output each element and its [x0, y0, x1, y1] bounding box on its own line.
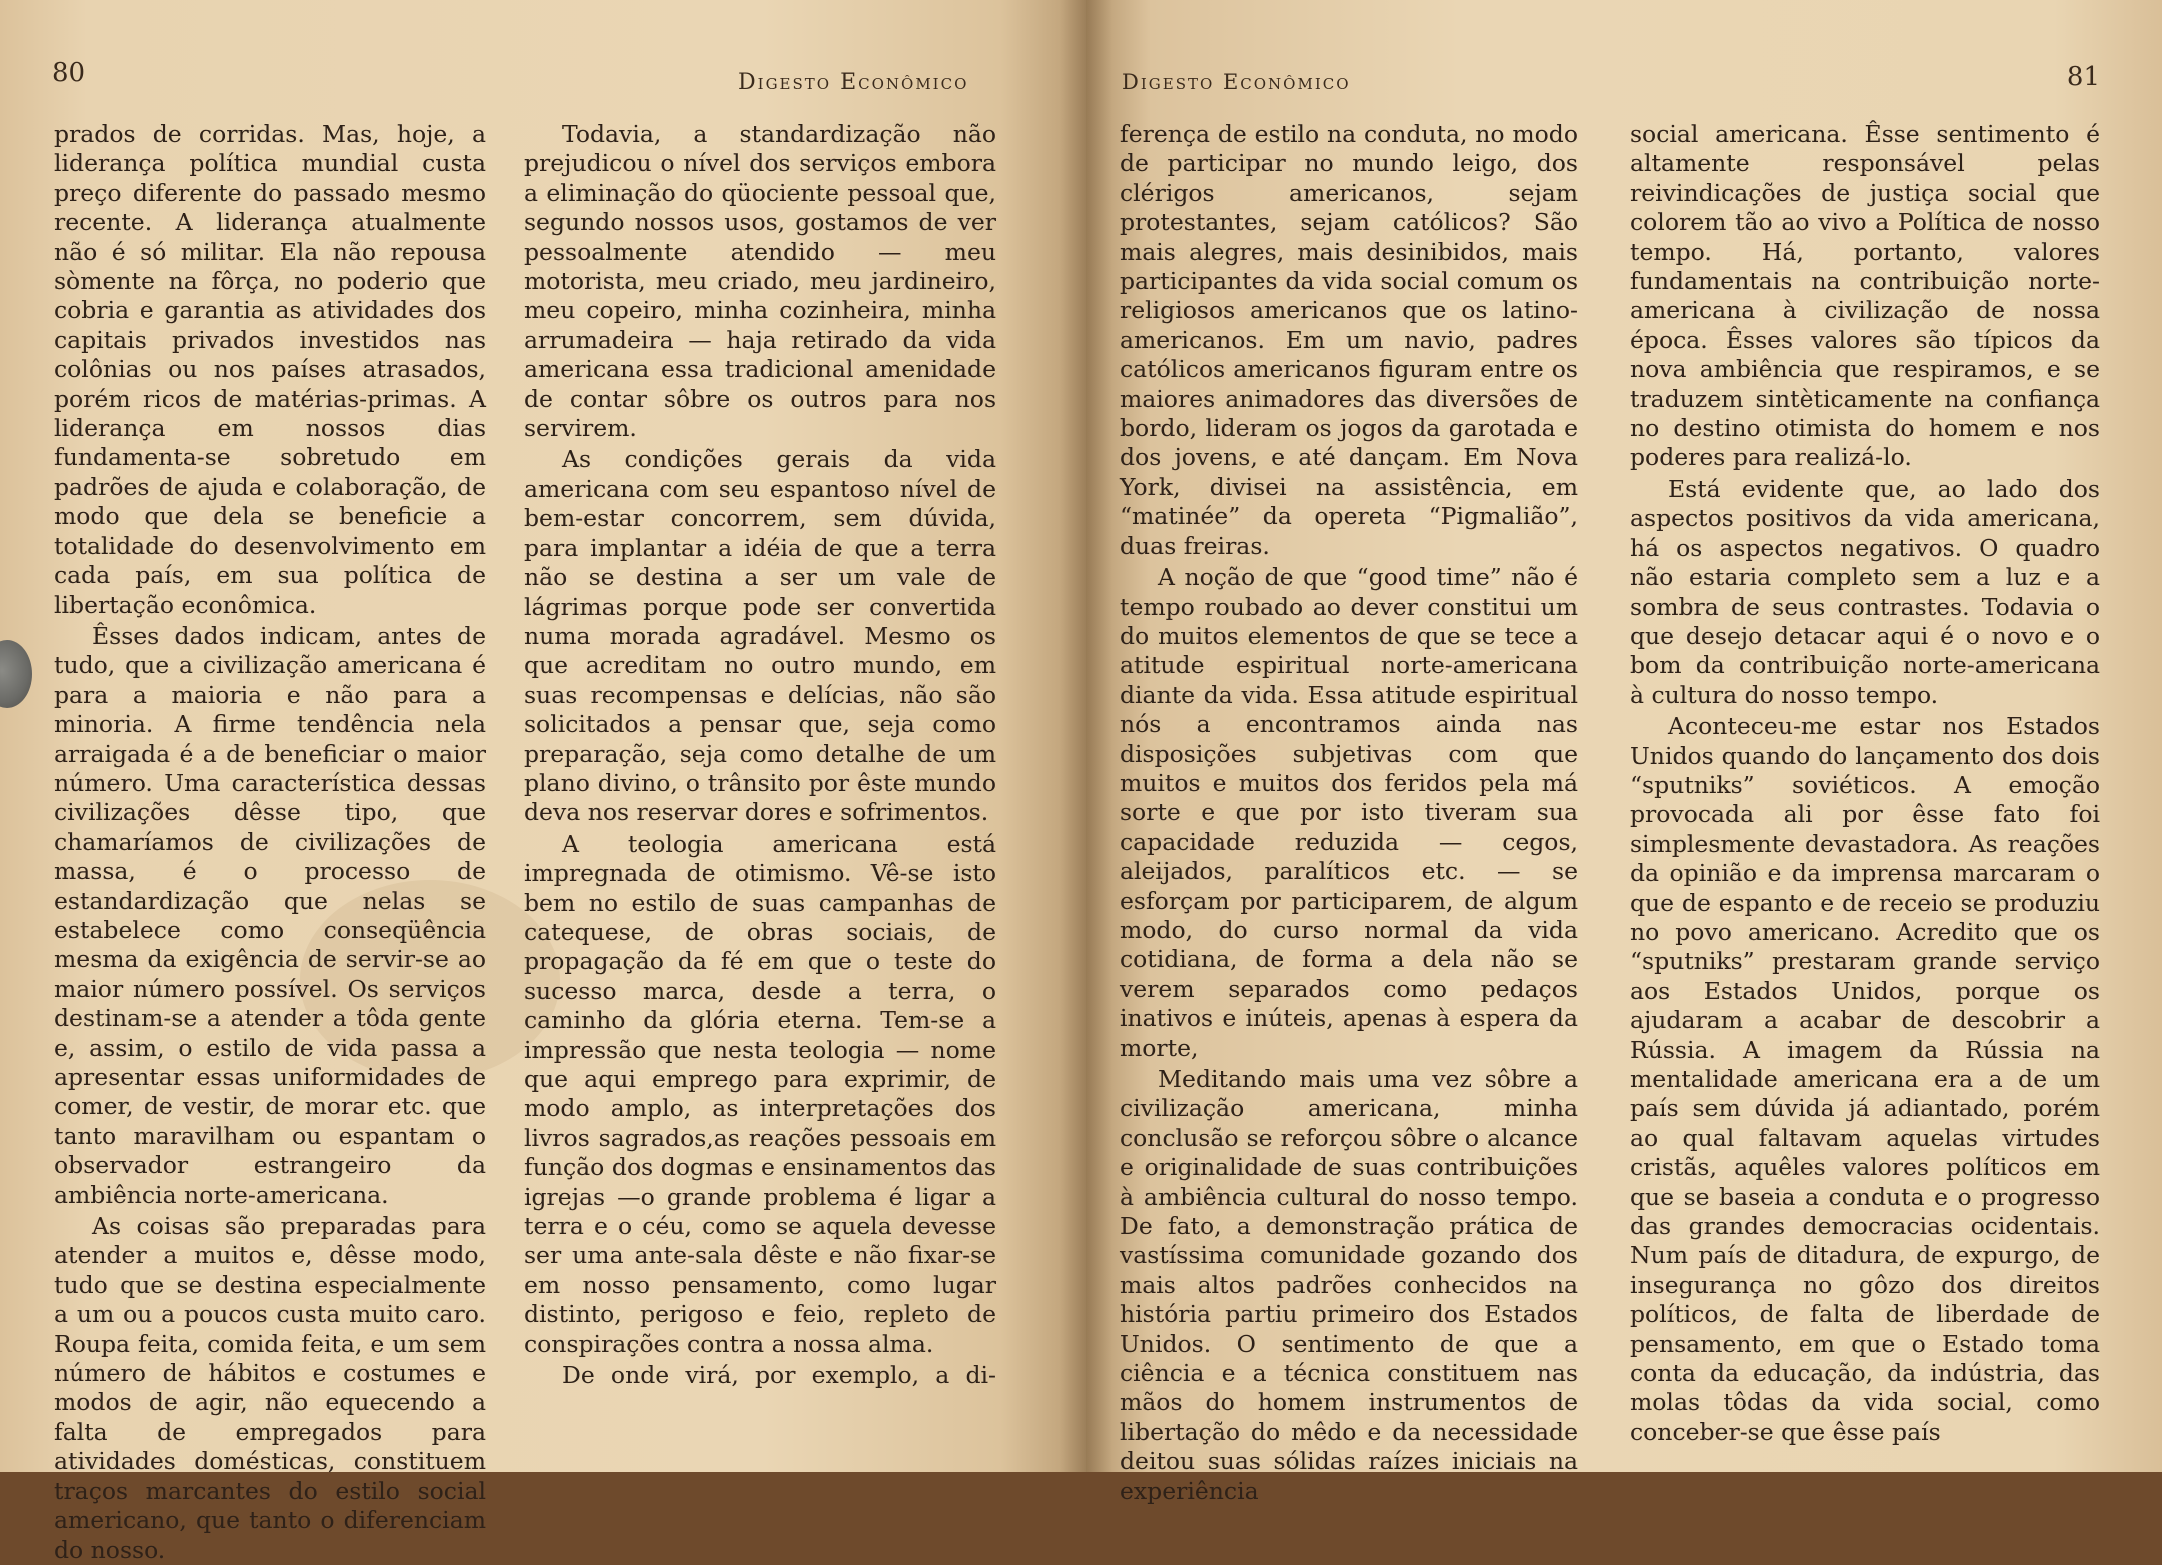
paragraph: Aconteceu-me estar nos Estados Unidos quando do lançamento dos dois “sputniks” soviéticos. A emoção provocada ali por êsse fato foi simplesmente devastadora. As reações da opinião e da imprensa marcaram o que de espanto e de receio se produziu no povo americano. Acredito que os “sputniks” prestaram grande serviço aos Estados Unidos, porque os ajudaram a acabar de descobrir a Rússia. A imagem da Rússia na mentalidade americana era a de um país sem dúvida já adiantado, porém ao qual faltavam aquelas virtudes cristãs, aquêles valores políticos em que se baseia a conduta e o progresso das grandes democracias ocidentais. Num país de ditadura, de expurgo, de insegurança no gôzo dos direitos políticos, de falta de liberdade de pensamento, em que o Estado toma conta da educação, da indústria, das molas tôdas da vida social, como conceber-se que êsse país — [1630, 712, 2100, 1446]
paragraph: As condições gerais da vida americana com seu espantoso nível de bem-estar concorrem, sem dúvida, para implantar a idéia de que a terra não se destina a ser um vale de lágrimas porque pode ser convertida numa morada agradável. Mesmo os que acreditam no outro mundo, em suas recompensas e delícias, não são solicitados a pensar que, seja como preparação, seja como detalhe de um plano divino, o trânsito por êste mundo deva nos reservar dores e sofrimentos. — [524, 445, 996, 827]
page-number: 81 — [2066, 62, 2100, 92]
gutter-shadow — [1086, 0, 1112, 1472]
gutter-shadow — [1060, 0, 1086, 1472]
right-page — [1086, 0, 2162, 1505]
paragraph: Êsses dados indicam, antes de tudo, que a civilização americana é para a maioria e não para a minoria. A firme tendência nela arraigada é a de beneficiar o maior número. Uma característica dessas civilizações dêsse tipo, que chamaríamos de civilizações de massa, é o processo de estandardização que nelas se estabelece como conseqüência mesma da exigência de servir-se ao maior número possível. Os serviços destinam-se a atender a tôda gente e, assim, o estilo de vida passa a apresentar essas uniformidades de comer, de vestir, de morar etc. que tanto maravilham ou espantam o observador estrangeiro da ambiência norte-americana. — [54, 621, 486, 1209]
text-column-1 — [54, 120, 486, 1565]
paragraph: Meditando mais uma vez sôbre a civilização americana, minha conclusão se reforçou sôbre o alcance e originalidade de suas contribuições à ambiência cultural do nosso tempo. De fato, a demonstração prática de vastíssima comunidade gozando dos mais altos padrões conhecidos na história partiu primeiro dos Estados Unidos. O sentimento de que a ciência e a técnica constituem nas mãos do homem instrumentos de libertação do mêdo e da necessidade deitou suas sólidas raízes iniciais na experiência — [1120, 1065, 1578, 1505]
running-head: Digesto Econômico — [1122, 70, 1351, 94]
text-column-2 — [524, 120, 996, 1390]
page-number: 80 — [52, 58, 86, 88]
running-head: Digesto Econômico — [738, 70, 969, 95]
paragraph: A noção de que “good time” não é tempo roubado ao dever constitui um do muitos elementos de que se tece a atitude espiritual norte-americana diante da vida. Essa atitude espiritual nós a encontramos ainda nas disposições subjetivas com que muitos e muitos dos feridos pela má sorte e que por isto tiveram sua capacidade reduzida — cegos, aleijados, paralíticos etc. — se esforçam por participarem, de algum modo, do curso normal da vida cotidiana, de forma a dela não se verem separados como pedaços inativos e inúteis, apenas à espera da morte, — [1120, 563, 1578, 1062]
paragraph: Todavia, a standardização não prejudicou o nível dos serviços embora a eliminação do qüociente pessoal que, segundo nossos usos, gostamos de ver pessoalmente atendido — meu motorista, meu criado, meu jardineiro, meu copeiro, minha cozinheira, minha arrumadeira — haja retirado da vida americana essa tradicional amenidade de contar sôbre os outros para nos servirem. — [524, 120, 996, 443]
paragraph: prados de corridas. Mas, hoje, a liderança política mundial custa preço diferente do passado mesmo recente. A liderança atualmente não é só militar. Ela não repousa sòmente na fôrça, no poderio que cobria e garantia as atividades dos capitais privados investidos nas colônias ou nos países atrasados, porém ricos de matérias-primas. A liderança em nossos dias fundamenta-se sobretudo em padrões de ajuda e colaboração, de modo que dela se beneficie a totalidade do desenvolvimento em cada país, em sua política de libertação econômica. — [54, 120, 486, 619]
paragraph: A teologia americana está impregnada de otimismo. Vê-se isto bem no estilo de suas campanhas de catequese, de obras sociais, de propagação da fé em que o teste do sucesso marca, desde a terra, o caminho da glória eterna. Tem-se a impressão que nesta teologia — nome que aqui emprego para exprimir, de modo amplo, as interpretações dos livros sagrados,as reações pessoais em função dos dogmas e ensinamentos das igrejas —o grande problema é ligar a terra e o céu, como se aquela devesse ser uma ante-sala dêste e não fixar-se em nosso pensamento, como lugar distinto, perigoso e feio, repleto de conspirações contra a nossa alma. — [524, 829, 996, 1358]
text-column-1 — [1120, 120, 1578, 1506]
binding-hole — [0, 640, 32, 708]
paragraph: Está evidente que, ao lado dos aspectos positivos da vida americana, há os aspectos negativos. O quadro não estaria completo sem a luz e a sombra de seus contrastes. Todavia o que desejo detacar aqui é o novo e o bom da contribuição norte-americana à cultura do nosso tempo. — [1630, 474, 2100, 709]
text-column-2 — [1630, 120, 2100, 1447]
paragraph: ferença de estilo na conduta, no modo de participar no mundo leigo, dos clérigos americanos, sejam protestantes, sejam católicos? São mais alegres, mais desinibidos, mais participantes da vida social comum os religiosos americanos que os latino-americanos. Em um navio, padres católicos americanos figuram entre os maiores animadores das diversões de bordo, lideram os jogos da garotada e dos jovens, e até dançam. Em Nova York, divisei na assistência, em “matinée” da opereta “Pigmalião”, duas freiras. — [1120, 120, 1578, 560]
paragraph: social americana. Êsse sentimento é altamente responsável pelas reivindicações de justiça social que colorem tão ao vivo a Política de nosso tempo. Há, portanto, valores fundamentais na contribuição norte-americana à civilização de nossa época. Êsses valores são típicos da nova ambiência que respiramos, e se traduzem sintèticamente na confiança no destino otimista do homem e nos poderes para realizá-lo. — [1630, 120, 2100, 472]
paragraph: As coisas são preparadas para atender a muitos e, dêsse modo, tudo que se destina especialmente a um ou a poucos custa muito caro. Roupa feita, comida feita, e um sem número de hábitos e costumes e modos de agir, não equecendo a falta de empregados para atividades domésticas, constituem traços marcantes do estilo social americano, que tanto o diferenciam do nosso. — [54, 1212, 486, 1564]
paragraph: De onde virá, por exemplo, a di- — [562, 1361, 996, 1390]
